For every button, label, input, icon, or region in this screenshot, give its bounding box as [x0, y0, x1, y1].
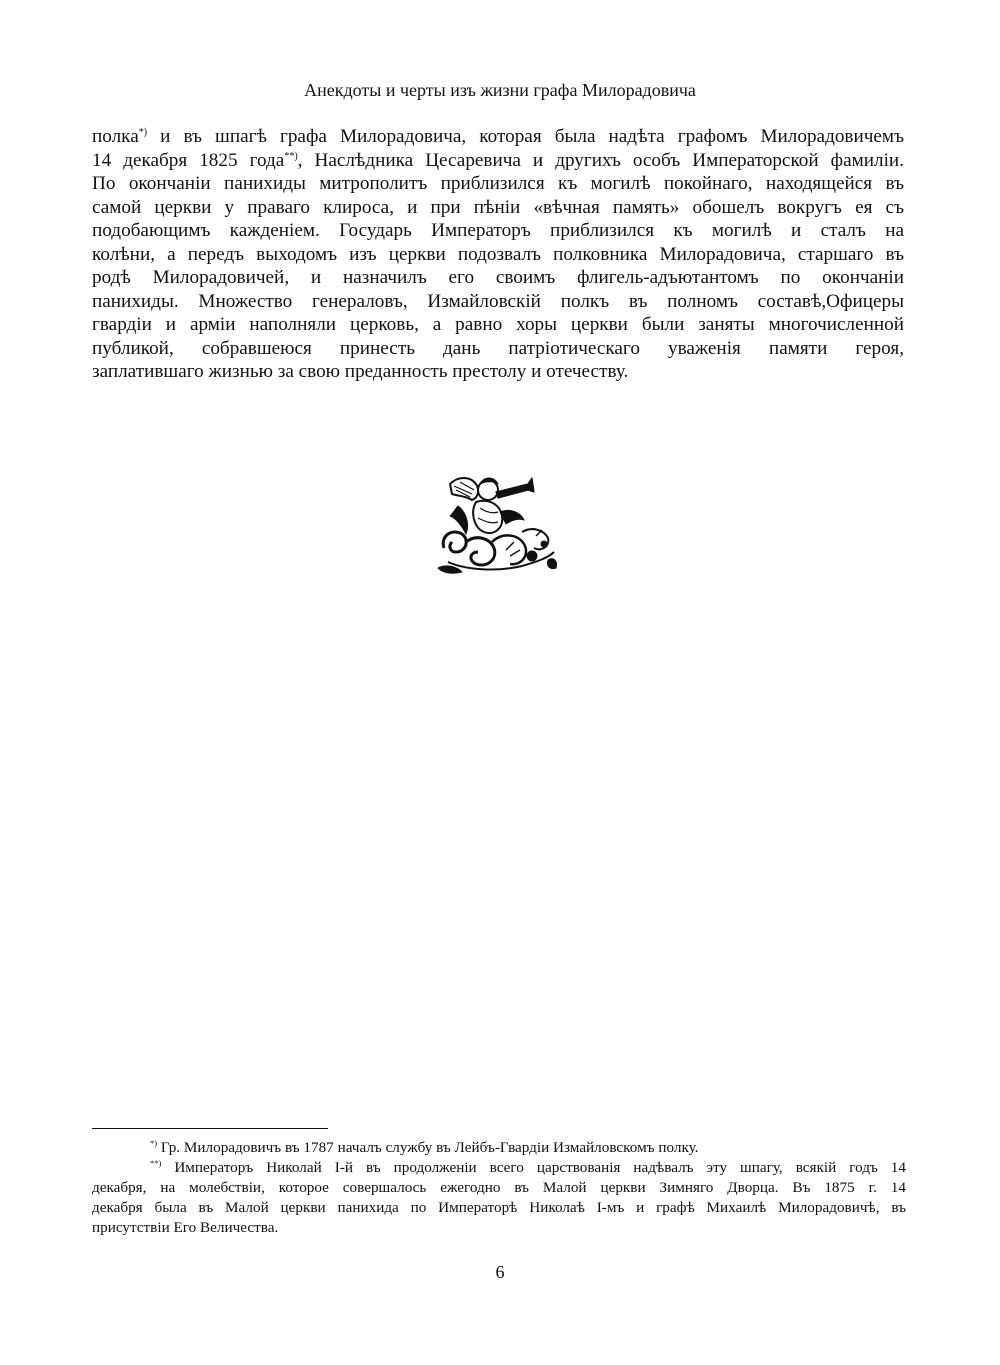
- cherub-vignette-icon: [436, 472, 560, 576]
- page-number: 6: [495, 1262, 505, 1282]
- running-title: Анекдоты и черты изъ жизни графа Милорадовича: [304, 80, 696, 100]
- body-line: родѣ Милорадовичей, и назначилъ его своимъ флигель-адъютантомъ по окончаніи: [92, 267, 904, 288]
- body-line: самой церкви у праваго клироса, и при пѣніи «вѣчная память» обошелъ вокругъ ея съ: [92, 196, 904, 218]
- main-paragraph: [92, 125, 904, 384]
- footnote-ref-1[interactable]: *): [138, 127, 148, 138]
- body-line: 14 декабря 1825 года**), Наслѣдника Цесаревича и другихъ особъ Императорской фамиліи.: [92, 149, 904, 171]
- footnote-line: присутствіи Его Величества.: [92, 1219, 279, 1236]
- footnote-mark-2: **): [150, 1158, 162, 1168]
- body-line: полка*) и въ шпагѣ графа Милорадовича, которая была надѣта графомъ Милорадовичемъ: [92, 126, 904, 147]
- body-line: гвардіи и арміи наполняли церковь, а равно хоры церкви были заняты многочисленной: [92, 314, 904, 335]
- footnote-2: [92, 1158, 906, 1238]
- body-line: По окончаніи панихиды митрополитъ приблизился къ могилѣ покойнаго, находящейся въ: [92, 173, 904, 194]
- body-line: заплатившаго жизнью за свою преданность престолу и отечеству.: [92, 361, 629, 382]
- footnote-line: декабря была въ Малой церкви панихида по Императорѣ Николаѣ I-мъ и графѣ Михаилѣ Милорадовичѣ, въ: [92, 1199, 906, 1216]
- footnote-ref-2[interactable]: **): [284, 150, 298, 162]
- footnote-line: **) Императоръ Николай I-й въ продолженіи всего царствованія надѣвалъ эту шпагу, всякій годъ 14: [150, 1158, 906, 1176]
- body-line: панихиды. Множество генераловъ, Измайловскій полкъ въ полномъ составѣ,Офицеры: [92, 290, 904, 312]
- body-line: колѣни, а передъ выходомъ изъ церкви подозвалъ полковника Милорадовича, старшаго въ: [92, 243, 904, 265]
- footnote-line: декабря, на молебствіи, которое совершалось ежегодно въ Малой церкви Зимняго Дворца. Въ 1875 г. 14: [92, 1179, 906, 1196]
- footnote-1: *) Гр. Милорадовичъ въ 1787 началъ службу въ Лейбъ-Гвардіи Измайловскомъ полку.: [150, 1138, 699, 1156]
- footnote-separator: [92, 1128, 328, 1129]
- body-line: публикой, собравшеюся принесть дань патріотическаго уваженія памяти героя,: [92, 337, 904, 359]
- footnote-mark-1: *): [150, 1138, 158, 1148]
- body-line: подобающимъ кажденіем. Государь Императоръ приблизился къ могилѣ и сталъ на: [92, 220, 904, 241]
- footnotes: [92, 1138, 906, 1238]
